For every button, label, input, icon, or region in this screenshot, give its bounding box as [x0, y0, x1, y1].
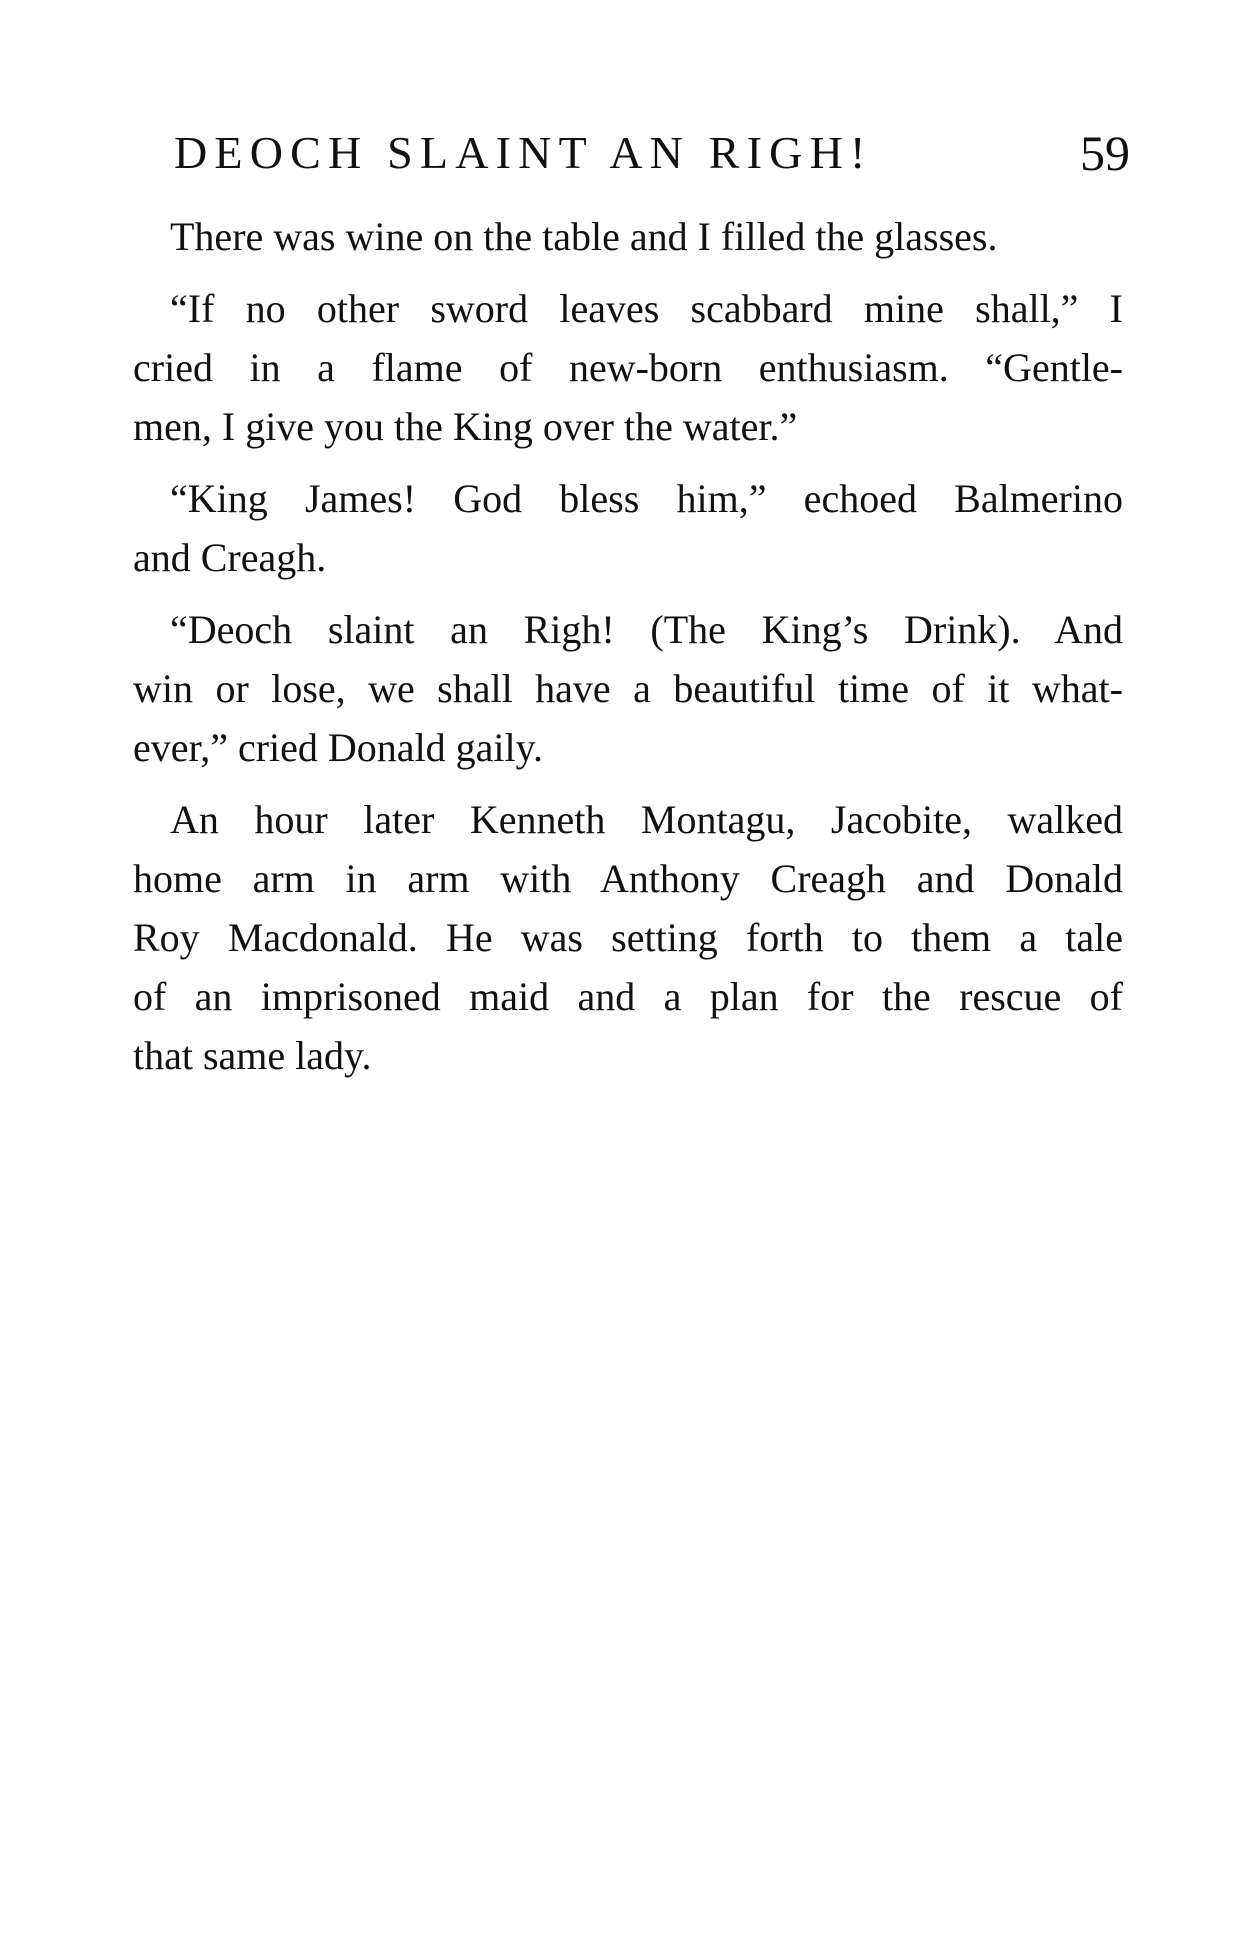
- running-header: [174, 118, 1130, 188]
- paragraph-king-james: [133, 469, 1123, 587]
- text-line: An hour later Kenneth Montagu, Jacobite, walked: [170, 797, 1123, 842]
- text-line: “Deoch slaint an Righ! (The King’s Drink). And: [170, 607, 1123, 652]
- paragraph-hour-later: [133, 790, 1123, 1085]
- text-line: that same lady.: [133, 1033, 372, 1078]
- paragraph-deoch-slaint: [133, 600, 1123, 777]
- text-line: “King James! God bless him,” echoed Balmerino: [170, 476, 1123, 521]
- text-line: “If no other sword leaves scabbard mine shall,” I: [170, 286, 1123, 331]
- text-line: men, I give you the King over the water.”: [133, 404, 798, 449]
- text-line: There was wine on the table and I filled the glasses.: [170, 214, 998, 259]
- text-line: and Creagh.: [133, 535, 327, 580]
- page-number: 59: [1080, 125, 1130, 181]
- running-title: DEOCH SLAINT AN RIGH!: [174, 127, 873, 178]
- text-line: win or lose, we shall have a beautiful time of it what-: [133, 666, 1123, 711]
- body-text: [133, 207, 1123, 1098]
- text-line: home arm in arm with Anthony Creagh and Donald: [133, 856, 1123, 901]
- text-line: ever,” cried Donald gaily.: [133, 725, 544, 770]
- paragraph-wine: [133, 207, 1123, 266]
- text-line: cried in a flame of new-born enthusiasm. “Gentle-: [133, 345, 1123, 390]
- paragraph-toast: [133, 279, 1123, 456]
- text-line: of an imprisoned maid and a plan for the rescue of: [133, 974, 1123, 1019]
- text-line: Roy Macdonald. He was setting forth to them a tale: [133, 915, 1123, 960]
